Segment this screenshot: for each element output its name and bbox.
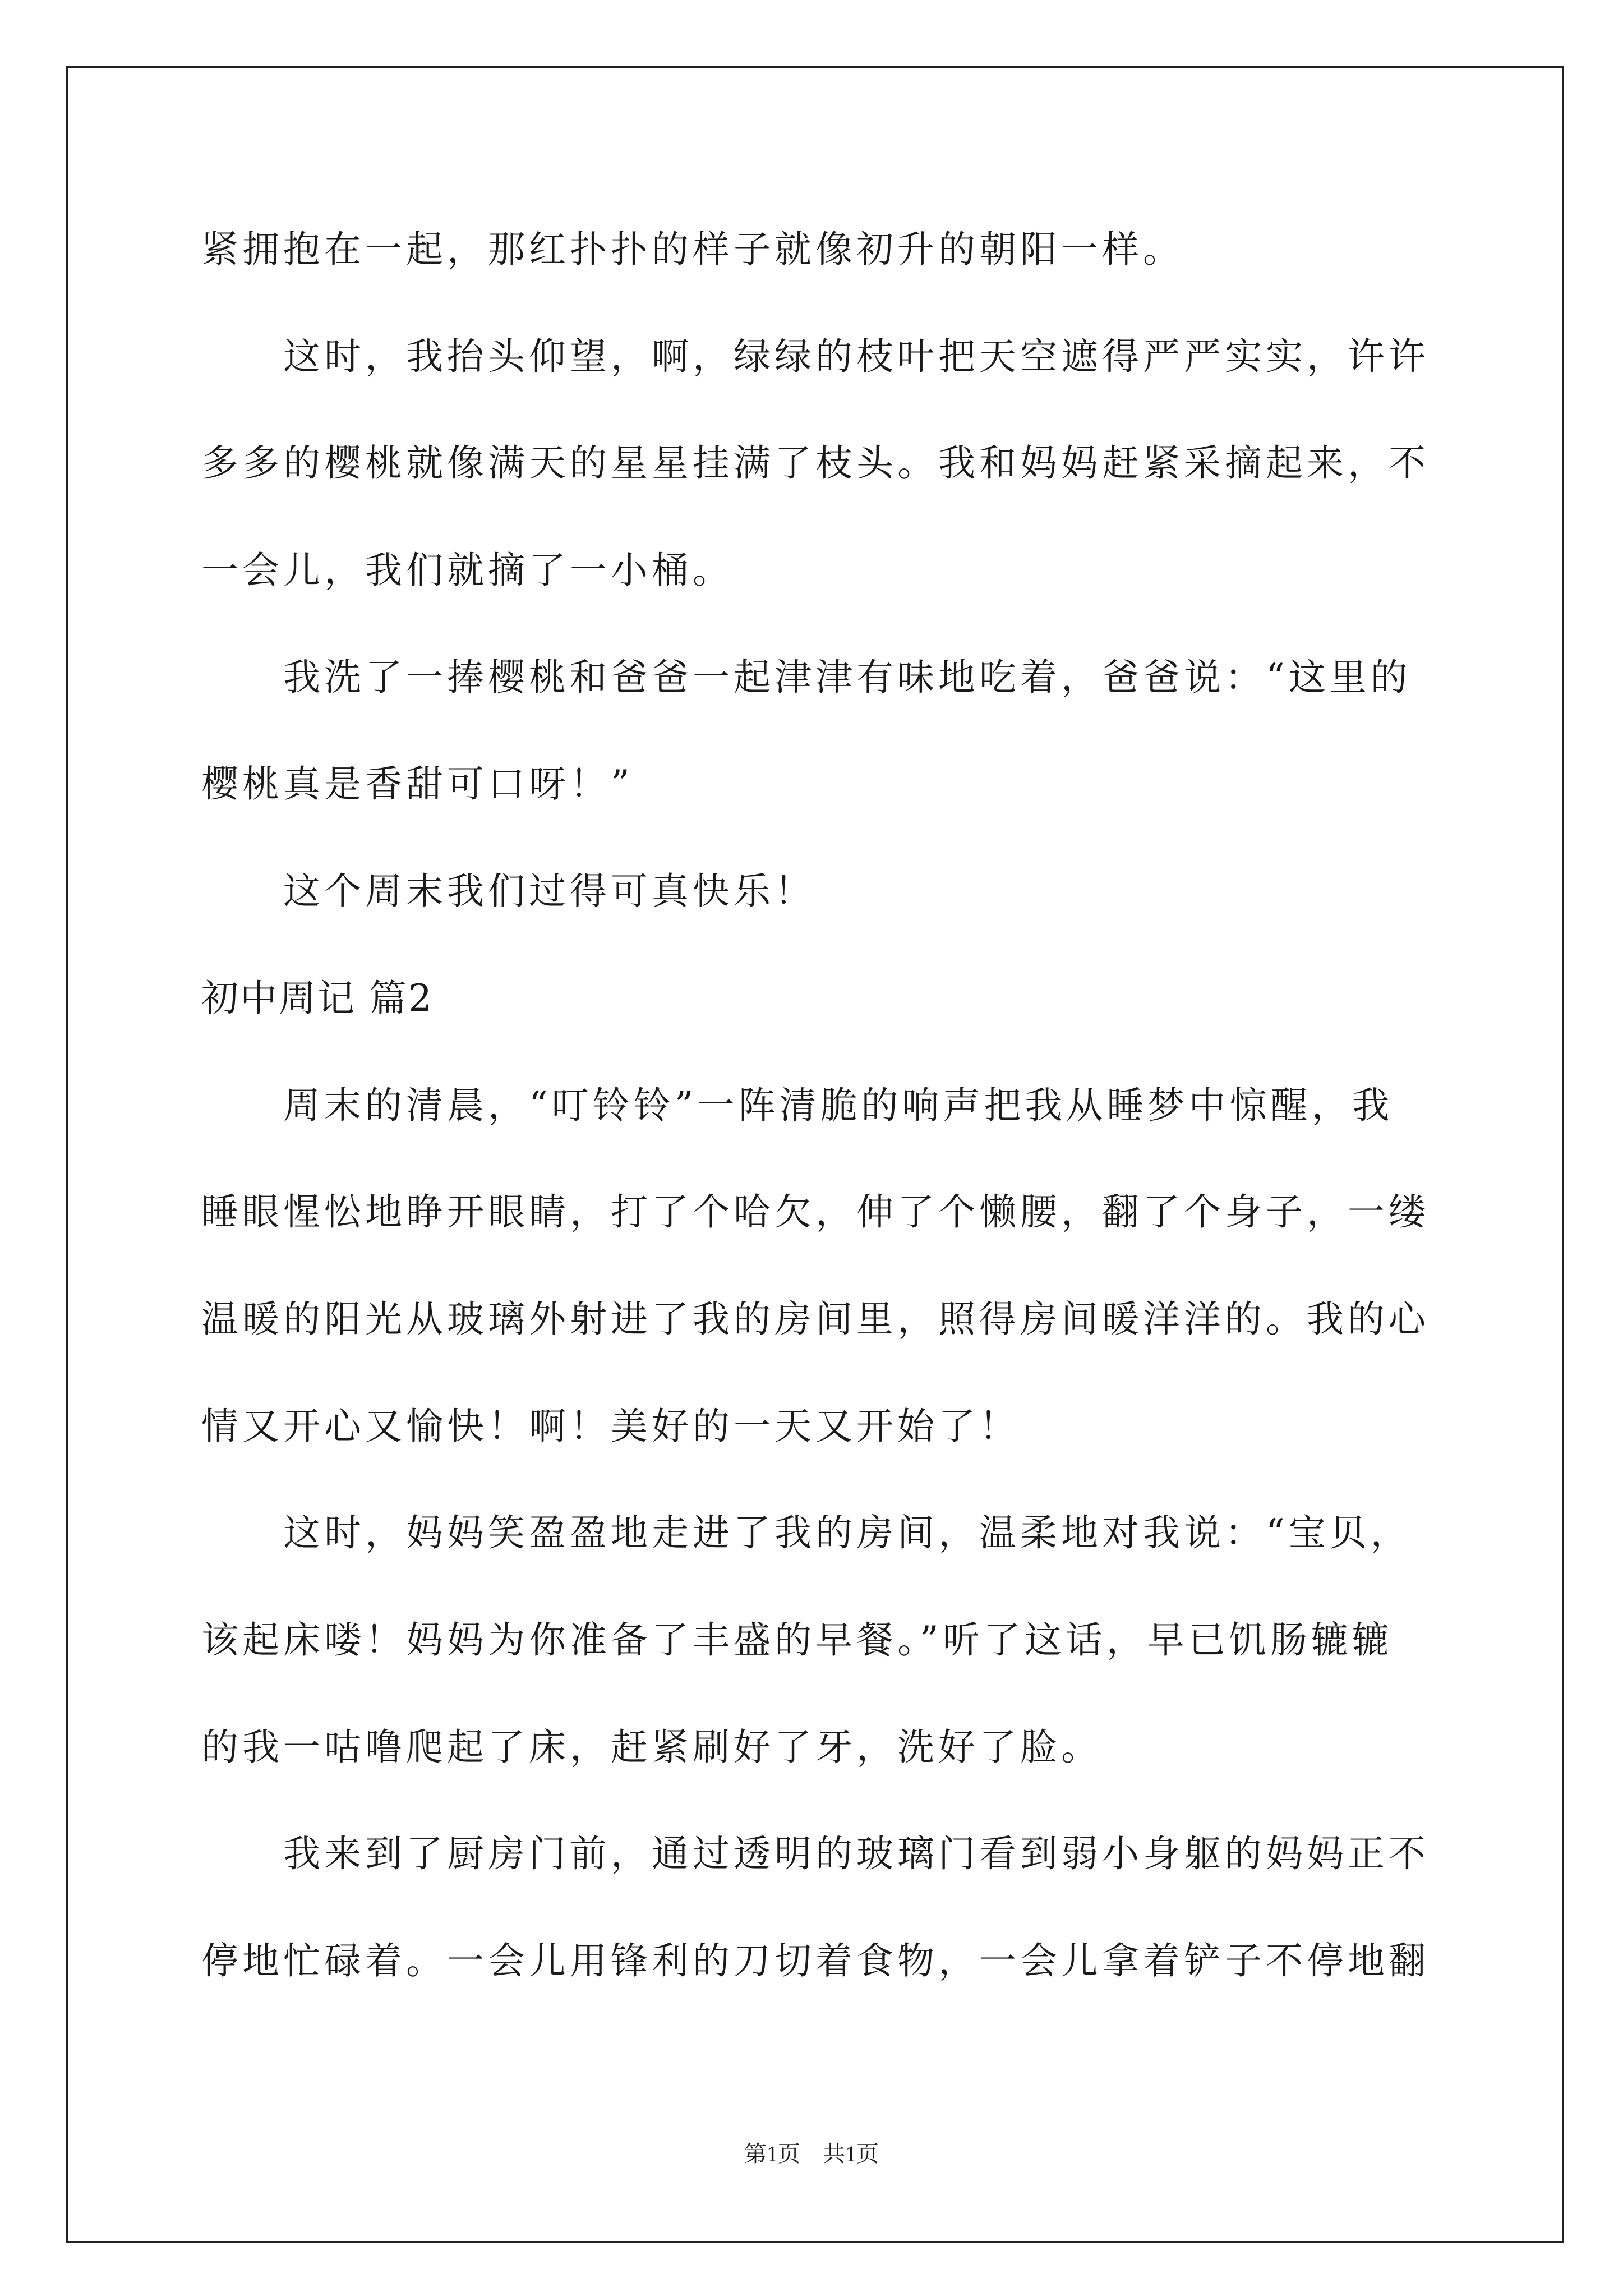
document-body <box>201 196 1452 2015</box>
paragraph <box>201 624 1452 838</box>
text-line: 一会儿，我们就摘了一小桶。 <box>201 549 734 592</box>
text-line: 周末的清晨，“叮铃铃”一阵清脆的响声把我从睡梦中惊醒，我 <box>283 1083 1394 1127</box>
text-line: 睡眼惺忪地睁开眼睛，打了个哈欠，伸了个懒腰，翻了个身子，一缕 <box>201 1190 1430 1234</box>
page-footer: 第1页 共1页 <box>744 2141 879 2166</box>
text-line: 紧拥抱在一起，那红扑扑的样子就像初升的朝阳一样。 <box>201 228 1184 271</box>
text-line: 的我一咕噜爬起了床，赶紧刷好了牙，洗好了脸。 <box>201 1725 1102 1769</box>
section-heading: 初中周记 篇2 <box>201 976 434 1020</box>
text-line: 这时，妈妈笑盈盈地走进了我的房间，温柔地对我说：“宝贝， <box>283 1511 1412 1555</box>
text-line: 我来到了厨房门前，通过透明的玻璃门看到弱小身躯的妈妈正不 <box>283 1832 1430 1876</box>
paragraph <box>201 196 1452 303</box>
paragraph <box>201 1801 1452 2014</box>
text-line: 情又开心又愉快！啊！美好的一天又开始了！ <box>201 1404 1020 1448</box>
paragraph <box>201 838 1452 945</box>
paragraph <box>201 1480 1452 1801</box>
text-line: 多多的樱桃就像满天的星星挂满了枝头。我和妈妈赶紧采摘起来，不 <box>201 441 1430 485</box>
paragraph <box>201 1052 1452 1480</box>
text-line: 停地忙碌着。一会儿用锋利的刀切着食物，一会儿拿着铲子不停地翻 <box>201 1939 1430 1982</box>
text-line: 温暖的阳光从玻璃外射进了我的房间里，照得房间暖洋洋的。我的心 <box>201 1297 1430 1341</box>
text-line: 该起床喽！妈妈为你准备了丰盛的早餐。”听了这话，早已饥肠辘辘 <box>201 1618 1393 1662</box>
text-line: 我洗了一捧樱桃和爸爸一起津津有味地吃着，爸爸说：“这里的 <box>283 655 1412 699</box>
text-line: 樱桃真是香甜可口呀！” <box>201 762 634 806</box>
text-line: 这时，我抬头仰望，啊，绿绿的枝叶把天空遮得严严实实，许许 <box>283 334 1430 378</box>
text-line: 这个周末我们过得可真快乐！ <box>283 869 815 913</box>
paragraph <box>201 303 1452 624</box>
